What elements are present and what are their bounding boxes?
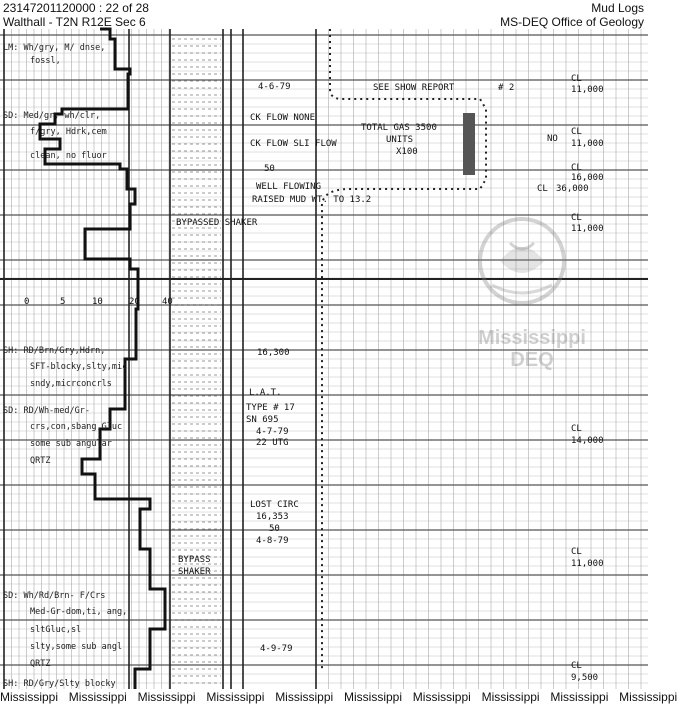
utg-note: 22 UTG — [256, 438, 289, 448]
cl-label: CL — [571, 127, 582, 137]
cl-label: CL — [571, 74, 582, 84]
no-note: NO — [547, 134, 558, 144]
cl-label: CL — [571, 424, 582, 434]
lithology-note: SD: Wh/Rd/Brn- F/Crs — [3, 591, 106, 601]
scale-label: 5 — [60, 297, 66, 307]
type-17-note: TYPE # 17 — [246, 403, 295, 413]
footer-text: Mississippi — [68, 690, 127, 704]
scale-label: 0 — [24, 297, 30, 307]
ck-flow-sli-note: CK FLOW SLI FLOW — [250, 139, 337, 149]
units-note: UNITS — [386, 135, 414, 145]
cl-label: CL — [571, 547, 582, 557]
footer-text: Mississippi — [206, 690, 265, 704]
footer-text: Mississippi — [550, 690, 609, 704]
footer-text: Mississippi — [412, 690, 471, 704]
cl-value: 11,000 — [571, 559, 604, 569]
lithology-note: LM: Wh/gry, M/ dnse, — [3, 43, 106, 53]
ck-flow-none-note: CK FLOW NONE — [250, 113, 316, 123]
lithology-note: sndy,micrconcrls — [30, 379, 112, 389]
well-location: Walthall - T2N R12E Sec 6 — [3, 15, 146, 29]
x100-note: X100 — [396, 147, 418, 157]
record-id: 23147201120000 : 22 of 28 — [3, 1, 149, 15]
footer-text: Mississippi — [343, 690, 402, 704]
total-gas-note: TOTAL GAS 3500 — [361, 123, 437, 133]
cl-label: CL — [571, 213, 582, 223]
scale-label: 20 — [129, 297, 140, 307]
lost-circ-note: LOST CIRC — [250, 500, 299, 510]
lithology-note: f/gry, Hdrk,cem — [30, 127, 107, 137]
log-type: Mud Logs — [591, 1, 644, 15]
well-flowing-note: WELL FLOWING — [256, 182, 322, 192]
lithology-note: SFT-blocky,slty,mic — [30, 362, 128, 372]
lithology-note: clean, no fluor — [30, 151, 107, 161]
cl-label: CL — [571, 661, 582, 671]
lithology-note: fossl, — [30, 56, 61, 66]
date-annotation: 4-9-79 — [260, 644, 293, 654]
cl-label: CL — [571, 163, 582, 173]
footer-text: Mississippi — [137, 690, 196, 704]
footer-text: Mississippi — [481, 690, 540, 704]
watermark-line1: Mississippi — [478, 327, 586, 349]
lithology-note: QRTZ — [30, 659, 51, 669]
date-annotation: 4-8-79 — [256, 536, 289, 546]
mud-log-scan — [0, 29, 648, 689]
footer-text: Mississippi — [0, 690, 59, 704]
lithology-note: SD: Med/gr, wh/clr, — [3, 111, 101, 121]
show-indicator-block — [463, 113, 475, 175]
date-annotation: 4-7-79 — [256, 427, 289, 437]
watermark-seal-icon — [462, 215, 582, 340]
lithology-note: Med-Gr-dom,ti, ang, — [30, 607, 128, 617]
see-show-report-note: SEE SHOW REPORT — [373, 83, 455, 93]
cl-value: 36,000 — [556, 184, 589, 194]
cl-value: 11,000 — [571, 224, 604, 234]
lithology-note: some sub angular — [30, 439, 112, 449]
depth-note: 16,300 — [257, 348, 290, 358]
footer-text: Mississippi — [619, 690, 678, 704]
lithology-note: SH: RD/Gry/Slty blocky — [3, 679, 116, 689]
date-annotation: 4-6-79 — [258, 82, 291, 92]
sn-695-note: SN 695 — [246, 415, 279, 425]
agency-name: MS-DEQ Office of Geology — [500, 15, 644, 29]
cl-value: 11,000 — [571, 139, 604, 149]
report-number-note: # 2 — [498, 83, 515, 93]
bypassed-shaker-note: BYPASSED SHAKER — [176, 218, 258, 228]
bypass-note: BYPASS — [178, 555, 211, 565]
lat-note: L.A.T. — [249, 388, 282, 398]
footer-watermark-strip — [0, 689, 678, 705]
cl-label: CL — [537, 184, 548, 194]
cl-value: 16,000 — [571, 173, 604, 183]
cl-value: 9,500 — [571, 673, 599, 683]
shaker-note: SHAKER — [178, 567, 211, 577]
lithology-note: slty,some sub angl — [30, 642, 123, 652]
cl-value: 14,000 — [571, 436, 604, 446]
value-50-note: 50 — [269, 524, 280, 534]
lithology-note: SD: RD/Wh-med/Gr- — [3, 406, 90, 416]
watermark-logo — [462, 215, 582, 340]
lithology-note: QRTZ — [30, 456, 51, 466]
scale-label: 10 — [92, 297, 103, 307]
cl-value: 11,000 — [571, 85, 604, 95]
raised-mud-note: RAISED MUD WT. TO 13.2 — [252, 195, 372, 205]
depth-note: 16,353 — [256, 512, 289, 522]
lithology-note: crs,con,sbang,Gluc — [30, 422, 123, 432]
lithology-note: sltGluc,sl — [30, 625, 82, 635]
footer-text: Mississippi — [275, 690, 334, 704]
scale-label: 40 — [162, 297, 173, 307]
value-50-note: 50 — [264, 164, 275, 174]
lithology-note: SH: RD/Brn/Gry,Hdrn, — [3, 346, 106, 356]
watermark-line2: DEQ — [510, 349, 554, 371]
